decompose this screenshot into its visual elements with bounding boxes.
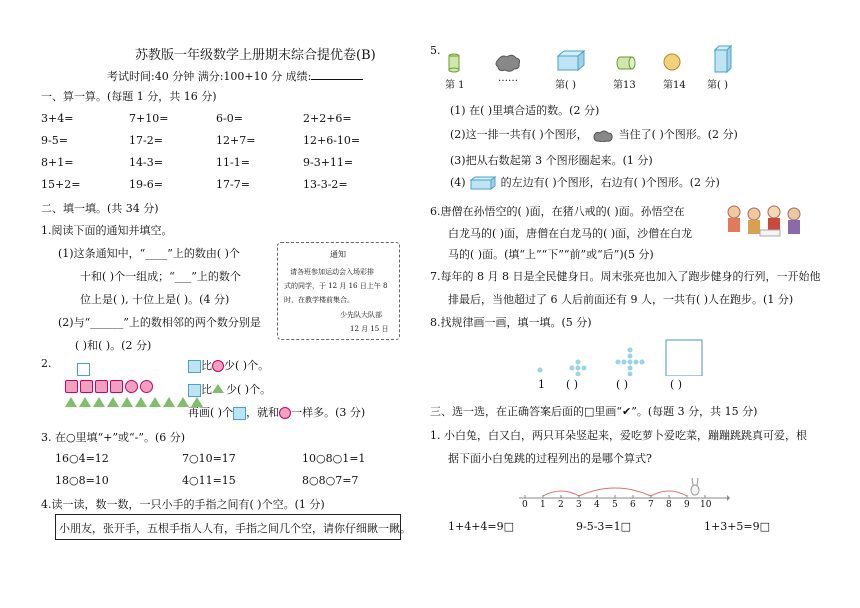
arith-item[interactable]: 17-7= xyxy=(216,178,250,191)
q3-item[interactable]: 7○10=17 xyxy=(182,452,236,465)
q1-line4: (2)与“______”上的数相邻的两个数分别是 xyxy=(58,316,261,329)
arith-item[interactable]: 9-3+11= xyxy=(303,156,354,169)
arith-item[interactable]: 14-3= xyxy=(129,156,163,169)
s3-q1-line1: 1. 小白兔，白又白，两只耳朵竖起来，爱吃萝卜爱吃菜，蹦蹦跳跳真可爱，根 xyxy=(430,429,807,442)
q1-line1: (1)这条通知中，“____”上的数由( )个 xyxy=(58,247,240,260)
square-outline-row xyxy=(77,362,90,376)
exam-info: 考试时间:40 分钟 满分:100+10 分 成绩: xyxy=(107,68,363,84)
seq-label: 第 1 xyxy=(445,80,465,91)
q6-line2: 白龙马的( )面，唐僧在白龙马的( )面，沙僧在白龙 xyxy=(448,227,693,240)
arith-item[interactable]: 19-6= xyxy=(129,178,163,191)
q3-item[interactable]: 16○4=12 xyxy=(55,452,109,465)
option-c[interactable]: 1+3+5=9□ xyxy=(704,520,771,533)
arith-item[interactable]: 12+6-10= xyxy=(303,134,361,147)
q3-item[interactable]: 18○8=10 xyxy=(55,474,109,487)
score-blank[interactable] xyxy=(311,69,363,80)
arith-item[interactable]: 7+10= xyxy=(129,112,169,125)
pilgrims-illustration xyxy=(720,200,812,240)
square-icon xyxy=(188,360,201,373)
q1-title: 1.阅读下面的通知并填空。 xyxy=(41,224,173,237)
rabbit-icon xyxy=(691,478,699,495)
q6-line1: 6.唐僧在孙悟空的( )面，在猪八戒的( )面。孙悟空在 xyxy=(430,205,685,218)
seq-label: 第( ) xyxy=(707,80,728,91)
pattern-label: ( ) xyxy=(566,378,579,391)
q2-line1: 比 少( )个。 xyxy=(188,357,269,373)
story-text: 小朋友，张开手，五根手指人人有，手指之间几个空，请你仔细瞅一瞅。 xyxy=(59,522,411,535)
cloud-icon xyxy=(591,128,615,142)
arith-item[interactable]: 12+7= xyxy=(216,134,256,147)
pattern-label: ( ) xyxy=(616,378,629,391)
q7-line2: 排最后，当他超过了 6 人后前面还有 9 人，一共有( )人在跑步。(1 分) xyxy=(448,293,794,306)
q5-part4: (4) 的左边有( )个图形，右边有( )个图形。(2 分) xyxy=(450,176,720,189)
section2-heading: 二、填一填。(共 34 分) xyxy=(41,202,159,215)
arith-item[interactable]: 15+2= xyxy=(41,178,81,191)
q5-part2: (2)这一排一共有( )个图形， 当住了( )个图形。(2 分) xyxy=(450,128,738,141)
arith-item[interactable]: 6-0= xyxy=(216,112,243,125)
pattern-label: ( ) xyxy=(670,378,683,391)
shape-sequence xyxy=(440,44,740,78)
q6-line3: 马的( )面。(填“上”“下”“前”或“后”)(5 分) xyxy=(448,248,654,261)
notice-card xyxy=(277,242,400,340)
page-title: 苏教版一年级数学上册期末综合提优卷(B) xyxy=(135,48,376,63)
q1-line5: ( )和( )。(2 分) xyxy=(75,339,152,352)
notice-line1: 请各班参加运动会入场彩排 xyxy=(290,268,374,276)
arith-item[interactable]: 8+1= xyxy=(41,156,74,169)
notice-sign: 少先队大队部 xyxy=(340,311,382,319)
arith-item[interactable]: 17-2= xyxy=(129,134,163,147)
notice-date: 12 月 15 日 xyxy=(350,325,389,333)
arith-item[interactable]: 2+2+6= xyxy=(303,112,352,125)
q2-line2: 比 少( )个。 xyxy=(188,381,271,397)
q2-line3: 再画( )个 ，就和 一样多。(3 分) xyxy=(188,406,366,419)
arith-item[interactable]: 11-1= xyxy=(216,156,250,169)
arith-item[interactable]: 9-5= xyxy=(41,134,68,147)
q1-line3: 位上是( ), 十位上是( )。(4 分) xyxy=(80,293,230,306)
notice-line2: 式的同学，于 12 月 16 日上午 8 xyxy=(284,282,388,290)
dot-pattern xyxy=(520,336,720,376)
q8-title: 8.找规律画一画，填一填。(5 分) xyxy=(430,316,592,329)
seq-label: 第14 xyxy=(663,80,686,91)
q3-item[interactable]: 4○11=15 xyxy=(182,474,236,487)
pattern-label: 1 xyxy=(538,378,545,391)
triangles-row xyxy=(65,397,205,410)
number-line xyxy=(515,476,730,512)
seq-label: 第( ) xyxy=(555,80,576,91)
q5-number: 5. xyxy=(430,44,441,57)
q5-part3: (3)把从右数起第 3 个图形圈起来。(1 分) xyxy=(450,154,653,167)
q5-part1: (1) 在( )里填合适的数。(2 分) xyxy=(450,104,600,117)
q3-title: 3. 在○里填“+”或“-”。(6 分) xyxy=(41,431,186,444)
q2-number: 2. xyxy=(41,357,52,370)
q3-item[interactable]: 8○8○7=7 xyxy=(302,474,359,487)
square-icon xyxy=(233,407,246,420)
seq-label: …… xyxy=(498,73,518,84)
q7-line1: 7.每年的 8 月 8 日是全民健身日。周末张亮也加入了跑步健身的行列，一开始他 xyxy=(430,270,821,283)
cuboid-icon xyxy=(469,176,497,190)
option-a[interactable]: 1+4+4=9□ xyxy=(448,520,515,533)
option-b[interactable]: 9-5-3=1□ xyxy=(576,520,632,533)
circle-icon xyxy=(212,360,224,372)
arith-item[interactable]: 13-3-2= xyxy=(303,178,348,191)
story-box xyxy=(55,514,411,540)
section1-heading: 一、算一算。(每题 1 分，共 16 分) xyxy=(41,90,217,103)
notice-title: 通知 xyxy=(330,250,346,259)
q3-item[interactable]: 10○8○1=1 xyxy=(302,452,366,465)
q1-line2: 十和( )个一组成；“___”上的数个 xyxy=(80,270,241,283)
notice-line3: 时，在教学楼前集合。 xyxy=(284,296,354,304)
seq-label: 第13 xyxy=(613,80,636,91)
pink-squares-row xyxy=(65,380,155,396)
s3-q1-line2: 据下面小白兔跳的过程列出的是哪个算式? xyxy=(448,452,652,465)
arith-item[interactable]: 3+4= xyxy=(41,112,74,125)
circle-icon xyxy=(279,407,291,419)
square-icon xyxy=(188,384,201,397)
triangle-icon xyxy=(212,384,224,393)
q4-title: 4.读一读，数一数，一只小手的手指之间有( )个空。(1 分) xyxy=(41,498,325,511)
section3-heading: 三、选一选，在正确答案后面的□里画“✔”。(每题 3 分，共 15 分) xyxy=(430,405,758,418)
